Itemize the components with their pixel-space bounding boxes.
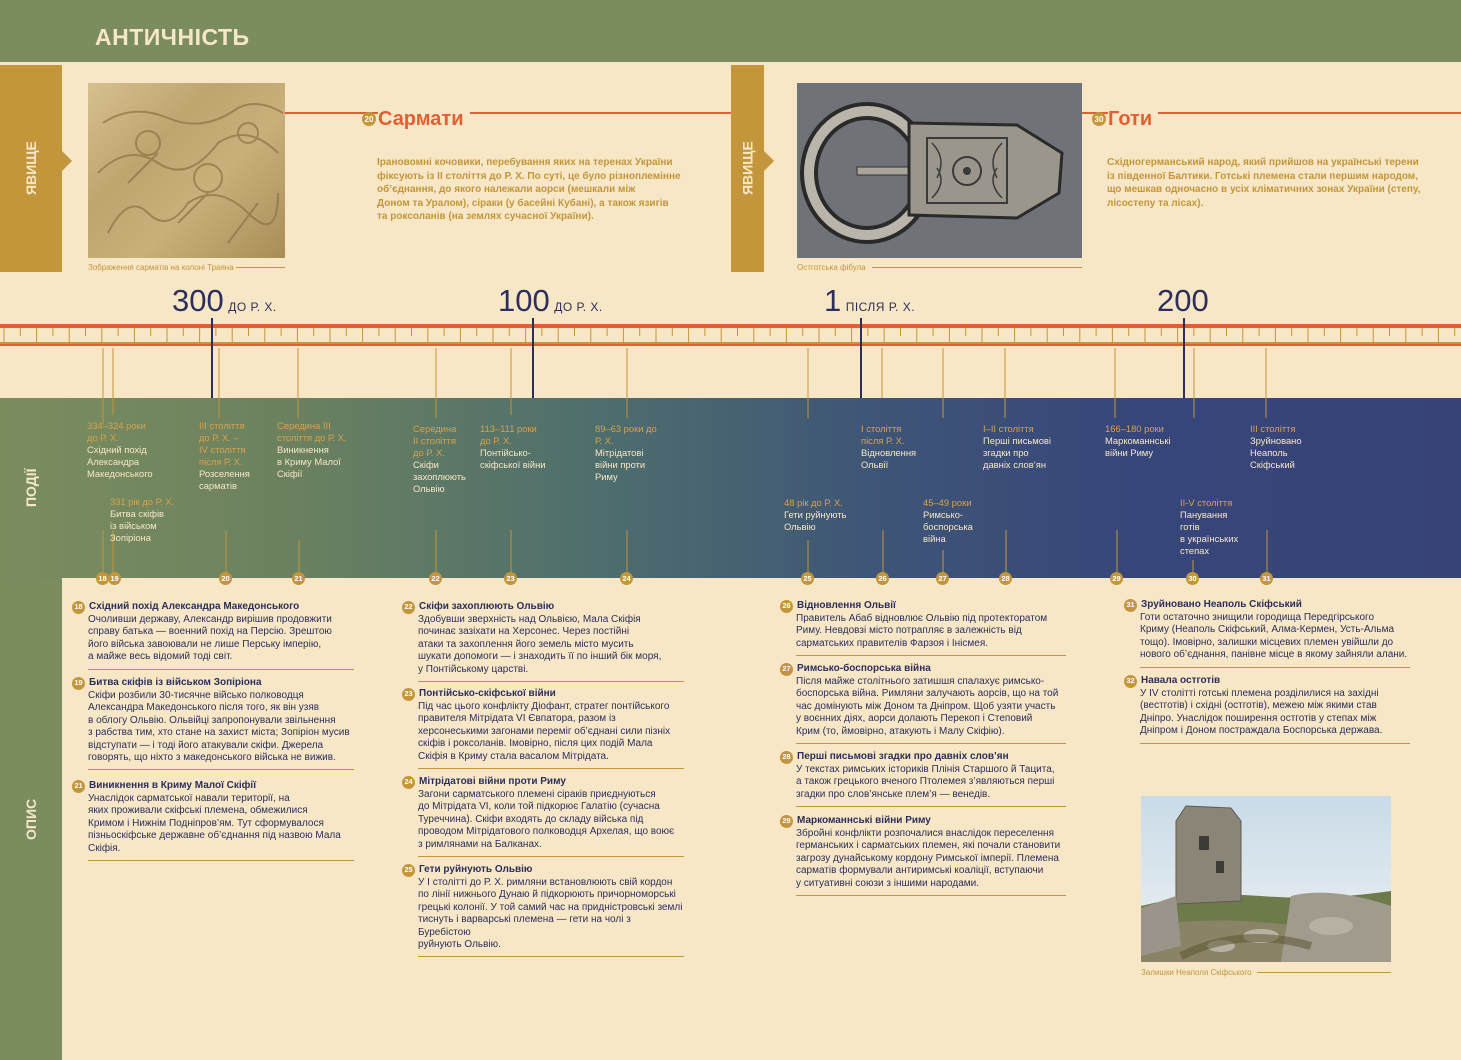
fibula-image-caption: Остготська фібула bbox=[797, 263, 866, 272]
desc-body-line: яких проживали скіфські племена, обмежилися bbox=[88, 805, 308, 817]
desc-body-line: в облогу Ольвію. Ольвійці запропонували звільнення bbox=[88, 714, 336, 726]
event-date: до Р. Х. bbox=[87, 432, 119, 443]
desc-23 bbox=[402, 688, 684, 769]
desc-body-line: тиснуть і варварські племена — гети на чолі з Буребістою bbox=[418, 914, 631, 938]
desc-line: фіксують із II століття до Р. Х. По суті, це було різноплемінне bbox=[377, 170, 681, 182]
event-text: готів bbox=[1180, 521, 1200, 532]
event-text: Відновлення bbox=[861, 447, 917, 458]
event-text: Маркоманнські bbox=[1105, 435, 1171, 446]
ostrogoth-fibula-image bbox=[797, 83, 1082, 258]
desc-body-line: у воєнних діях, аорси долають Перекоп і Степовий bbox=[796, 713, 1033, 725]
desc-body-line: з рабства тим, хто стане на захист міста; Зопіріон мусив bbox=[88, 727, 350, 739]
event-text: Ольвію bbox=[784, 521, 816, 532]
event-text: в Криму Малої bbox=[277, 456, 341, 467]
event-date: IV століття bbox=[199, 444, 246, 455]
desc-body-line: до Мітрідата VI, коли той підкорює Галатію (сучасна bbox=[418, 801, 660, 813]
event-date: до Р. Х. – bbox=[199, 432, 239, 443]
event-text: війна bbox=[923, 533, 946, 544]
sarmatians-title-rule bbox=[285, 112, 731, 114]
event-text: Александра bbox=[87, 456, 140, 467]
neapol-image-caption: Залишки Неаполя Скіфського bbox=[1141, 968, 1252, 977]
event-date: 89–63 роки до bbox=[595, 423, 657, 434]
timeline-tick-1 bbox=[824, 283, 915, 319]
desc-body-line: Скіфія. bbox=[88, 842, 121, 854]
event-19 bbox=[110, 496, 174, 544]
desc-body-line: сарматів формували антиримські коаліції, вступаючи bbox=[796, 865, 1044, 877]
desc-title: Римсько-боспорська війна bbox=[797, 663, 931, 675]
event-24 bbox=[595, 423, 657, 483]
desc-body-line: Дніпром і Доном постраждала Боспорська держава. bbox=[1140, 725, 1383, 737]
event-31 bbox=[1250, 423, 1302, 471]
desc-body-line: з римлянами на Балканах. bbox=[418, 838, 542, 850]
timeline-top-rule bbox=[0, 324, 1461, 328]
desc-separator bbox=[796, 895, 1066, 896]
event-badge-18: 18 bbox=[96, 572, 109, 585]
event-date: 166–180 роки bbox=[1105, 423, 1164, 434]
desc-body-line: Правитель Абаб відновлює Ольвію під протекторатом bbox=[796, 613, 1048, 624]
events-label-text: ПОДІЇ bbox=[23, 468, 39, 508]
desc-27 bbox=[780, 663, 1066, 744]
event-date: II-V століття bbox=[1180, 497, 1233, 508]
event-date: 334–324 роки bbox=[87, 420, 146, 431]
desc-title: Битва скіфів із військом Зопіріона bbox=[89, 677, 262, 689]
description-label bbox=[0, 578, 62, 1060]
desc-body-line: Дніпро. Унаслідок поширення остготів у степах між bbox=[1140, 712, 1377, 724]
event-date: I–II століття bbox=[983, 423, 1034, 434]
desc-line: Ірановомні кочовики, перебування яких на теренах України bbox=[377, 157, 673, 168]
description-label-text: ОПИС bbox=[23, 798, 39, 840]
tick-year: 100 bbox=[498, 283, 550, 318]
desc-badge: 29 bbox=[780, 815, 793, 828]
event-25 bbox=[784, 497, 846, 533]
desc-body-line: відступати — і тоді його атакували скіфи. Джерела bbox=[88, 739, 324, 751]
event-30 bbox=[1180, 497, 1238, 557]
desc-22 bbox=[402, 601, 684, 682]
desc-body-line: Криму (Неаполь Скіфський, Алма-Кермен, Усть-Альма bbox=[1140, 624, 1395, 636]
desc-body-line: Під час цього конфлікту Діофант, стратег понтійського bbox=[418, 701, 670, 712]
desc-21 bbox=[72, 780, 354, 861]
event-text: Зопіріона bbox=[110, 532, 151, 543]
tick-year: 200 bbox=[1157, 283, 1209, 318]
event-18 bbox=[87, 420, 153, 480]
event-badge-25: 25 bbox=[801, 572, 814, 585]
sarmatians-image-caption: Зображення сарматів на колоні Траяна bbox=[88, 263, 234, 272]
desc-title: Зруйновано Неаполь Скіфський bbox=[1141, 599, 1302, 611]
desc-separator bbox=[796, 743, 1066, 744]
desc-body-line: Після майже столітнього затишшя спалахує римсько- bbox=[796, 676, 1045, 687]
desc-body-line: Александра Македонського після того, як він узяв bbox=[88, 702, 320, 714]
event-28 bbox=[983, 423, 1051, 471]
desc-title: Східний похід Александра Македонського bbox=[89, 601, 300, 613]
desc-32 bbox=[1124, 675, 1410, 744]
desc-separator bbox=[88, 769, 354, 770]
desc-separator bbox=[88, 669, 354, 670]
event-text: Неаполь bbox=[1250, 447, 1288, 458]
event-badge-26: 26 bbox=[876, 572, 889, 585]
desc-25 bbox=[402, 864, 684, 957]
event-badge-21: 21 bbox=[292, 572, 305, 585]
phenomenon-label-text: ЯВИЩЕ bbox=[23, 141, 39, 196]
timeline-tick-200 bbox=[1157, 283, 1209, 319]
desc-body-line: у ситуативні союзи з іншими народами. bbox=[796, 877, 979, 889]
desc-line: що мешкав одночасно в усіх кліматичних зонах України (степу, bbox=[1107, 184, 1421, 196]
desc-title: Скіфи захоплюють Ольвію bbox=[419, 601, 555, 613]
desc-body-line: починає зазіхати на Херсонес. Через постійні bbox=[418, 626, 630, 638]
desc-separator bbox=[418, 856, 684, 857]
desc-18 bbox=[72, 601, 354, 670]
desc-line: та роксоланів (на землях сучасної України). bbox=[377, 211, 594, 223]
desc-separator bbox=[88, 860, 354, 861]
desc-title: Навала остготів bbox=[1141, 675, 1221, 687]
desc-title: Відновлення Ольвії bbox=[797, 600, 896, 612]
event-date: I століття bbox=[861, 423, 902, 434]
relief-figures bbox=[88, 83, 285, 258]
desc-body-line: германських і сарматських племен, які почали становити bbox=[796, 840, 1061, 852]
desc-title: Маркоманнські війни Риму bbox=[797, 815, 931, 827]
event-21 bbox=[277, 420, 347, 480]
sarmatians-description bbox=[377, 156, 681, 224]
tick-suffix: ДО Р. Х. bbox=[554, 300, 603, 314]
event-26 bbox=[861, 423, 916, 471]
event-badge-19: 19 bbox=[108, 572, 121, 585]
desc-body-line: Готи остаточно знищили городища Передгірського bbox=[1140, 612, 1375, 623]
event-text: Понтійсько- bbox=[480, 447, 531, 458]
event-badge-30: 30 bbox=[1186, 572, 1199, 585]
desc-28 bbox=[780, 751, 1066, 807]
event-date: після Р. Х. bbox=[199, 456, 243, 467]
desc-title: Виникнення в Криму Малої Скіфії bbox=[89, 780, 257, 792]
desc-line: Доном та Уралом), сіраки (у басейні Кубані), а також язигів bbox=[377, 197, 669, 209]
event-date: до Р. Х. bbox=[413, 447, 445, 458]
timeline-tick-100 bbox=[498, 283, 603, 319]
desc-body-line: Збройні конфлікти розпочалися внаслідок переселення bbox=[796, 828, 1054, 839]
event-text: сарматів bbox=[199, 480, 237, 491]
tick-suffix: ПІСЛЯ Р. Х. bbox=[845, 300, 916, 314]
event-text: Розселення bbox=[199, 468, 250, 479]
desc-line: об’єднання, до якого належали аорси (мешкали між bbox=[377, 184, 636, 196]
caption-rule bbox=[872, 267, 1082, 268]
event-20 bbox=[199, 420, 250, 492]
desc-body-line: атаки та захоплення його земель місто мусить bbox=[418, 638, 634, 650]
event-text: Східний похід bbox=[87, 444, 147, 455]
event-text: згадки про bbox=[983, 447, 1029, 458]
event-29 bbox=[1105, 423, 1171, 459]
phenomenon-label-text: ЯВИЩЕ bbox=[739, 141, 756, 196]
desc-body-line: згадки про слов’янське плем’я — венедів. bbox=[796, 788, 991, 800]
tick-year: 300 bbox=[172, 283, 224, 318]
desc-body-line: правителя Мітрідата VI Євпатора, разом із bbox=[418, 713, 616, 725]
desc-body-line: а майже весь відомий тоді світ. bbox=[88, 651, 233, 663]
event-badge-28: 28 bbox=[999, 572, 1012, 585]
desc-line: із південної Балтики. Готські племена стали першим народом, bbox=[1107, 170, 1418, 182]
desc-24 bbox=[402, 776, 684, 857]
desc-body-line: Скіфи розбили 30-тисячне військо полководця bbox=[88, 690, 304, 701]
event-date: Середина III bbox=[277, 420, 331, 431]
desc-body-line: Туреччина). Скіфи входять до складу війська під bbox=[418, 813, 644, 825]
desc-title: Мітрідатові війни проти Риму bbox=[419, 776, 566, 788]
event-date: Р. Х. bbox=[595, 435, 614, 446]
desc-31 bbox=[1124, 599, 1410, 668]
desc-body-line: пізньоскіфське державне об’єднання під назвою Мала bbox=[88, 830, 341, 842]
desc-body-line: руйнують Ольвію. bbox=[418, 939, 501, 951]
desc-body-line: Здобувши зверхність над Ольвією, Мала Скіфія bbox=[418, 614, 641, 625]
desc-body-line: говорять, що ніхто з македонського війська не вижив. bbox=[88, 752, 336, 764]
desc-separator bbox=[1140, 667, 1410, 668]
event-date: II століття bbox=[413, 435, 456, 446]
desc-body-line: загрозу дунайському кордону Римської імперії. Племена bbox=[796, 852, 1059, 864]
event-text: Риму bbox=[595, 471, 618, 482]
desc-body-line: У текстах римських істориків Плінія Старшого й Тацита, bbox=[796, 764, 1055, 775]
event-text: Ольвії bbox=[861, 459, 889, 470]
desc-badge: 21 bbox=[72, 780, 85, 793]
desc-body-line: Скіфія в Криму стала васалом Мітрідата. bbox=[418, 750, 609, 762]
caption-rule bbox=[1257, 972, 1391, 973]
event-text: Виникнення bbox=[277, 444, 329, 455]
desc-body-line: шукати допомоги — і знаходить її по інший бік моря, bbox=[418, 651, 662, 663]
event-text: давніх слов’ян bbox=[983, 459, 1047, 470]
desc-body-line: а також грецького вченого Птолемея з’являються перші bbox=[796, 776, 1055, 788]
desc-line: лісостепу та лісах). bbox=[1107, 197, 1204, 209]
event-date: III століття bbox=[199, 420, 245, 431]
event-22 bbox=[413, 423, 466, 495]
desc-badge: 23 bbox=[402, 688, 415, 701]
event-date: 331 рік до Р. Х. bbox=[110, 496, 175, 507]
desc-title: Понтійсько-скіфської війни bbox=[419, 688, 556, 700]
desc-separator bbox=[418, 681, 684, 682]
desc-body-line: У I столітті до Р. Х. римляни встановлюють свій кордон bbox=[418, 877, 673, 888]
event-date: 48 рік до Р. Х. bbox=[784, 497, 843, 508]
desc-body-line: Кримом і Нижнім Подніпров’ям. Тут сформувалося bbox=[88, 817, 324, 829]
event-text: Гети руйнують bbox=[784, 509, 847, 520]
desc-separator bbox=[796, 655, 1066, 656]
event-text: Скіфи bbox=[413, 459, 439, 470]
event-date: після Р. Х. bbox=[861, 435, 905, 446]
event-badge-22: 22 bbox=[429, 572, 442, 585]
event-badge-24: 24 bbox=[620, 572, 633, 585]
badge-30: 30 bbox=[1092, 112, 1106, 126]
event-date: до Р. Х. bbox=[480, 435, 512, 446]
desc-badge: 19 bbox=[72, 677, 85, 690]
event-text: Ольвію bbox=[413, 483, 445, 494]
event-date: 113–111 роки bbox=[480, 423, 537, 434]
desc-body-line: грецькі колонії. У той самий час на придністровські землі bbox=[418, 901, 683, 913]
desc-badge: 28 bbox=[780, 751, 793, 764]
desc-body-line: Очоливши державу, Александр вирішив продовжити bbox=[88, 614, 332, 625]
phenomenon-label-left bbox=[0, 65, 62, 272]
caption-rule bbox=[236, 267, 285, 268]
desc-body-line: тощо). Імовірно, залишки місцевих племен увійшли до bbox=[1140, 636, 1394, 648]
event-text: захоплюють bbox=[413, 471, 466, 482]
event-text: Мітрідатові bbox=[595, 447, 644, 458]
event-text: Панування bbox=[1180, 509, 1228, 520]
tick-suffix: ДО Р. Х. bbox=[228, 300, 277, 314]
desc-badge: 24 bbox=[402, 776, 415, 789]
desc-body-line: скіфів і роксоланів. Імовірно, після цих подій Мала bbox=[418, 738, 653, 750]
desc-body-line: херсонеськими загонами переміг об’єднані сили пізніх bbox=[418, 725, 671, 737]
desc-separator bbox=[1140, 743, 1410, 744]
event-23 bbox=[480, 423, 546, 471]
desc-body-line: по лінії нижнього Дунаю й підкорюють причорноморські bbox=[418, 889, 676, 901]
desc-body-line: його війська завоювали не лише Перську імперію, bbox=[88, 638, 322, 650]
event-date: 45–49 роки bbox=[923, 497, 972, 508]
desc-body-line: у Понтійському царстві. bbox=[418, 663, 529, 675]
event-text: Скіфії bbox=[277, 468, 303, 479]
event-date: III століття bbox=[1250, 423, 1296, 434]
desc-body-line: (вестготів) і східні (остготів), межею між якими став bbox=[1140, 700, 1377, 712]
desc-line: Східногерманський народ, який прийшов на українські терени bbox=[1107, 157, 1419, 168]
event-text: Римсько- bbox=[923, 509, 964, 520]
desc-badge: 32 bbox=[1124, 675, 1137, 688]
event-text: Перші письмові bbox=[983, 435, 1051, 446]
desc-badge: 27 bbox=[780, 663, 793, 676]
event-27 bbox=[923, 497, 973, 545]
event-text: боспорська bbox=[923, 521, 973, 532]
timeline-tick-300 bbox=[172, 283, 277, 319]
desc-body-line: Унаслідок сарматської навали території, на bbox=[88, 793, 290, 804]
event-text: війни Риму bbox=[1105, 447, 1154, 458]
desc-19 bbox=[72, 677, 354, 770]
event-text: скіфської війни bbox=[480, 459, 546, 470]
desc-title: Гети руйнують Ольвію bbox=[419, 864, 533, 876]
desc-29 bbox=[780, 815, 1066, 896]
desc-body-line: сарматських правителів Фарзоя і Інісмея. bbox=[796, 637, 989, 649]
event-badge-23: 23 bbox=[504, 572, 517, 585]
event-date: Середина bbox=[413, 423, 457, 434]
fibula-drawing bbox=[797, 83, 1082, 258]
desc-separator bbox=[796, 806, 1066, 807]
event-text: Битва скіфів bbox=[110, 508, 165, 519]
desc-body-line: нового об’єднання, панівне місце в якому зайняли алани. bbox=[1140, 649, 1408, 661]
desc-badge: 18 bbox=[72, 601, 85, 614]
desc-body-line: проводом Мітрідатового полководця Архелая, що воює bbox=[418, 826, 675, 838]
event-badge-20: 20 bbox=[219, 572, 232, 585]
desc-title: Перші письмові згадки про давніх слов’ян bbox=[797, 751, 1009, 763]
desc-body-line: У IV столітті готські племена розділилися на західні bbox=[1140, 688, 1379, 699]
phenomenon-arrow-left bbox=[62, 151, 72, 171]
desc-body-line: Загони сарматського племені сіраків приєднуються bbox=[418, 789, 656, 800]
desc-badge: 22 bbox=[402, 601, 415, 614]
badge-20: 20 bbox=[362, 112, 376, 126]
sarmatians-relief-image bbox=[88, 83, 285, 258]
desc-badge: 26 bbox=[780, 600, 793, 613]
desc-body-line: Риму. Невдовзі місто потрапляє в залежність від bbox=[796, 625, 1022, 637]
neapol-ruins-drawing bbox=[1141, 796, 1391, 962]
desc-badge: 31 bbox=[1124, 599, 1137, 612]
desc-separator bbox=[418, 956, 684, 957]
neapol-ruins-image bbox=[1141, 796, 1391, 962]
desc-badge: 25 bbox=[402, 864, 415, 877]
event-date: століття до Р. Х. bbox=[277, 432, 347, 443]
desc-body-line: час домінують між Доном та Дніпром. Щоб узяти участь bbox=[796, 700, 1056, 712]
page-title: АНТИЧНІСТЬ bbox=[95, 24, 250, 50]
phenomenon-label-right bbox=[731, 65, 764, 272]
goths-description bbox=[1107, 156, 1420, 210]
event-text: із військом bbox=[110, 520, 157, 531]
desc-body-line: справу батька — военний похід на Персію. Зрештою bbox=[88, 626, 332, 638]
event-badge-29: 29 bbox=[1110, 572, 1123, 585]
event-text: війни проти bbox=[595, 459, 646, 470]
sarmatians-title: Сармати bbox=[378, 108, 470, 131]
event-text: в українських bbox=[1180, 533, 1239, 544]
goths-title: Готи bbox=[1108, 108, 1158, 131]
event-text: степах bbox=[1180, 545, 1210, 556]
phenomenon-arrow-right bbox=[764, 151, 774, 171]
event-text: Македонського bbox=[87, 468, 153, 479]
event-badge-27: 27 bbox=[936, 572, 949, 585]
desc-body-line: боспорська війна. Римляни залучають аорсів, що на той bbox=[796, 688, 1059, 700]
event-text: Скіфський bbox=[1250, 459, 1295, 470]
event-badge-31: 31 bbox=[1260, 572, 1273, 585]
tick-year: 1 bbox=[824, 283, 842, 318]
desc-separator bbox=[418, 768, 684, 769]
desc-body-line: Крим (то, ймовірно, атакують і Малу Скіфію). bbox=[796, 725, 1005, 737]
desc-26 bbox=[780, 600, 1066, 656]
event-text: Зруйновано bbox=[1250, 435, 1302, 446]
